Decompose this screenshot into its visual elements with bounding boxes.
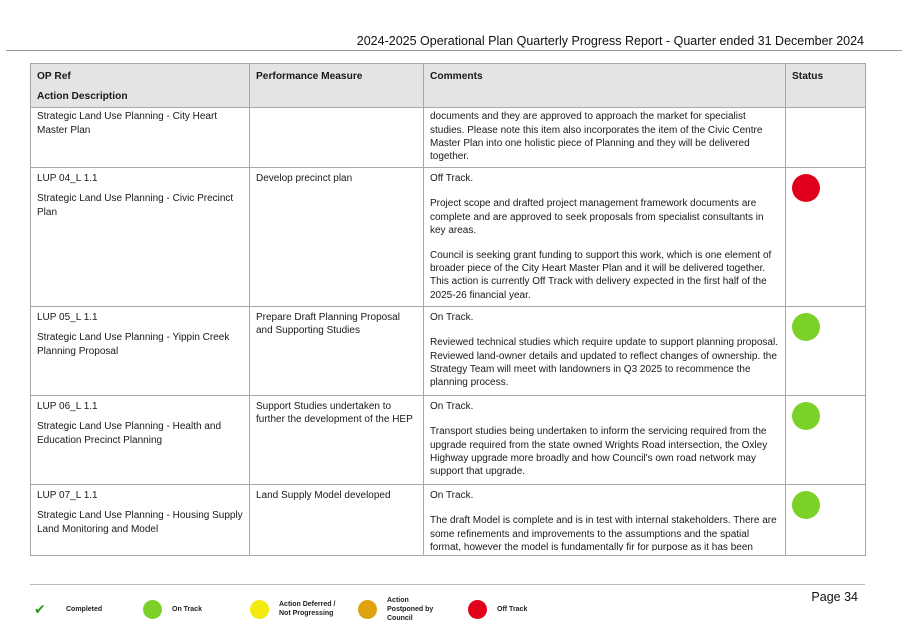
comment-paragraph: documents and they are approved to approach the market for specialist studies. Please note this item also incorporates the item of the Civic Centre Master Plan into one holistic piece of Planning and they will be delivered together. <box>430 111 763 163</box>
table-header-row <box>31 64 866 108</box>
status-cell <box>786 396 866 485</box>
col-header-comments: Comments <box>424 64 786 108</box>
checkmark-icon: ✔ <box>34 600 46 617</box>
progress-table <box>30 63 866 556</box>
op-ref-cell <box>31 168 250 307</box>
legend-off-track <box>468 594 527 624</box>
op-ref-cell <box>31 485 250 556</box>
comments-cell <box>424 168 786 307</box>
legend-postponed-label: Action Postponed by Council <box>387 596 434 622</box>
status-on-track-icon <box>792 402 820 430</box>
yellow-dot-icon <box>250 600 269 619</box>
comments-cell <box>424 485 786 556</box>
table-row <box>31 396 866 485</box>
comment-paragraph: Reviewed technical studies which require update to support planning proposal. Reviewed land-owner details and updated to reflect changes of ownership. the Strategy Team will meet with landowners in Q3 2025 to recommence the planning process. <box>430 337 778 389</box>
status-on-track-icon <box>792 491 820 519</box>
col-header-status: Status <box>786 64 866 108</box>
comments-cell <box>424 108 786 168</box>
action-description: Strategic Land Use Planning - Yippin Creek Planning Proposal <box>37 332 230 357</box>
legend-on-track-label: On Track <box>172 605 202 613</box>
table-row <box>31 307 866 396</box>
green-dot-icon <box>143 600 162 619</box>
comment-status-text: On Track. <box>430 401 474 413</box>
comment-paragraph: Transport studies being undertaken to inform the servicing required from the upgrade required from the state owned Wrights Road intersection, the Oxley Highway upgrade more broadly and how Council's own road network may support that upgrade. <box>430 426 768 478</box>
op-ref-cell <box>31 307 250 396</box>
op-ref-cell <box>31 396 250 485</box>
action-description: Strategic Land Use Planning - Housing Supply Land Monitoring and Model <box>37 510 243 535</box>
status-cell <box>786 168 866 307</box>
comment-paragraph: Council is seeking grant funding to support this work, which is one element of broader piece of the City Heart Master Plan and it will be delivered together. This action is currently Off Track with delivery expected in the first half of the 2025-26 financial year. <box>430 250 772 301</box>
status-off-track-icon <box>792 174 820 202</box>
comment-clip <box>430 489 779 551</box>
action-description: Strategic Land Use Planning - Health and Education Precinct Planning <box>37 421 222 446</box>
action-description: Strategic Land Use Planning - City Heart Master Plan <box>37 111 218 136</box>
red-dot-icon <box>468 600 487 619</box>
performance-measure-cell: Prepare Draft Planning Proposal and Supporting Studies <box>250 307 424 396</box>
status-cell <box>786 485 866 556</box>
op-ref: LUP 04_L 1.1 <box>37 173 98 185</box>
amber-dot-icon <box>358 600 377 619</box>
performance-measure-cell: Develop precinct plan <box>250 168 424 307</box>
legend-completed <box>34 594 102 624</box>
legend-completed-label: Completed <box>66 605 103 613</box>
comment-status-text: On Track. <box>430 490 474 502</box>
header-divider <box>6 50 902 51</box>
legend-on-track <box>143 594 202 624</box>
report-title: 2024-2025 Operational Plan Quarterly Progress Report - Quarter ended 31 December 2024 <box>356 34 864 48</box>
action-description: Strategic Land Use Planning - Civic Precinct Plan <box>37 193 234 218</box>
op-ref: LUP 07_L 1.1 <box>37 490 98 502</box>
col-header-action-description: Action Description <box>37 91 128 103</box>
op-ref: LUP 05_L 1.1 <box>37 312 98 324</box>
status-legend <box>34 594 594 624</box>
performance-measure-cell <box>250 108 424 168</box>
comment-status-text: On Track. <box>430 312 474 324</box>
legend-off-track-label: Off Track <box>497 605 528 613</box>
page-number: Page 34 <box>811 590 858 604</box>
comment-paragraph: Project scope and drafted project management framework documents are complete and are approved to seek proposals from specialist consultants in key areas. <box>430 198 764 236</box>
legend-deferred <box>250 594 343 624</box>
status-on-track-icon <box>792 313 820 341</box>
footer-divider <box>30 584 865 585</box>
comments-cell <box>424 307 786 396</box>
table-row <box>31 168 866 307</box>
col-header-op-ref <box>31 64 250 108</box>
op-ref-cell <box>31 108 250 168</box>
performance-measure-cell: Support Studies undertaken to further the development of the HEP <box>250 396 424 485</box>
op-ref: LUP 06_L 1.1 <box>37 401 98 413</box>
legend-postponed <box>358 594 439 624</box>
performance-measure-cell: Land Supply Model developed <box>250 485 424 556</box>
comments-cell <box>424 396 786 485</box>
comment-paragraph: The draft Model is complete and is in test with internal stakeholders. There are some refinements and improvements to the assumptions and the spatial format, however the model is fundamentally fir for purpose as it has been <box>430 515 777 552</box>
col-header-op-ref-label: OP Ref <box>37 71 71 82</box>
legend-deferred-label: Action Deferred / Not Progressing <box>279 601 336 617</box>
status-cell <box>786 108 866 168</box>
col-header-performance-measure: Performance Measure <box>250 64 424 108</box>
status-cell <box>786 307 866 396</box>
table-row <box>31 485 866 556</box>
table-row <box>31 108 866 168</box>
comment-status-text: Off Track. <box>430 173 474 185</box>
